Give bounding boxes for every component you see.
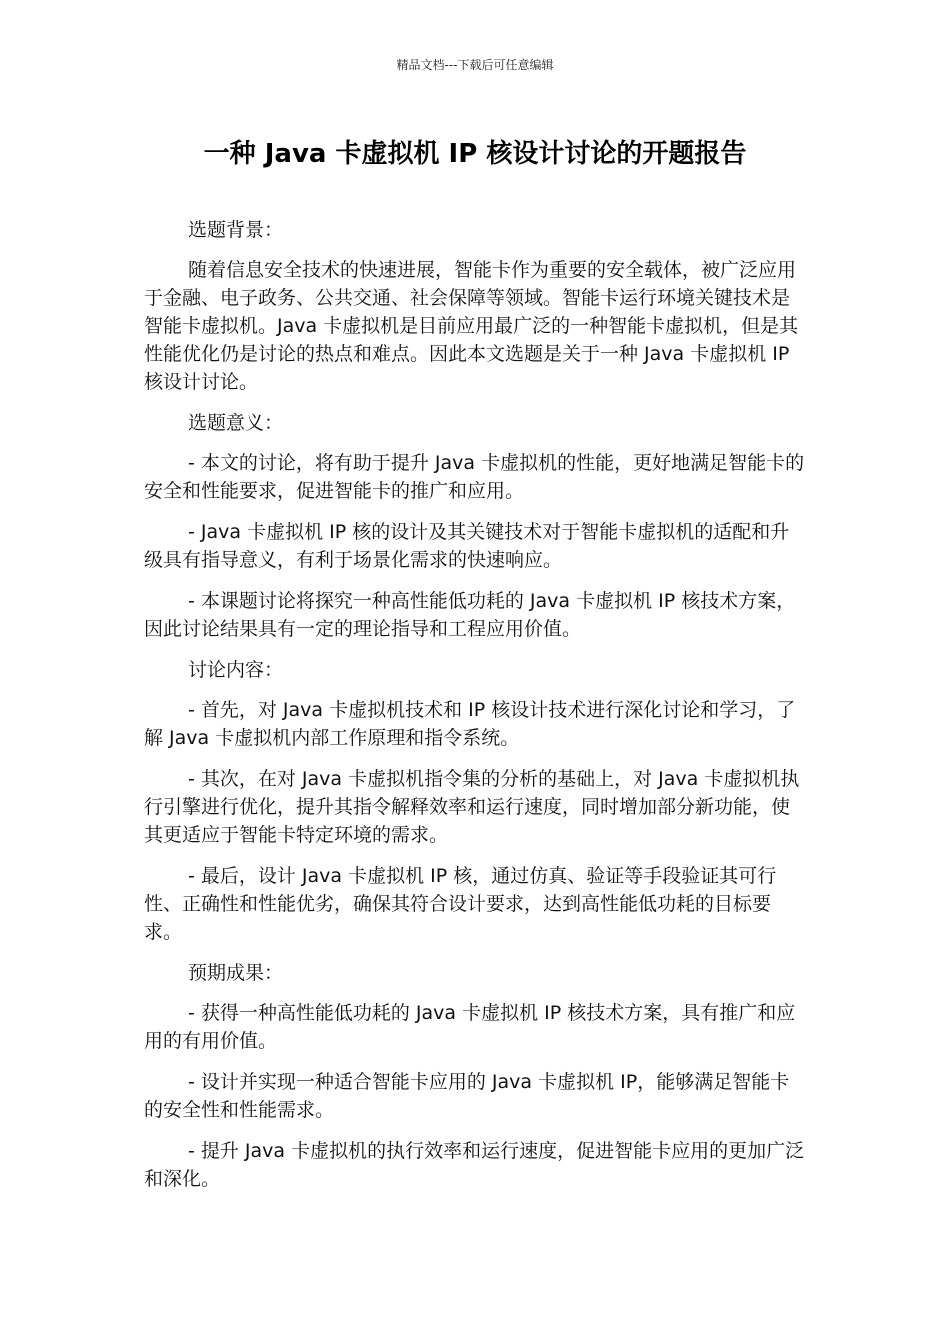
significance-item: - Java 卡虚拟机 IP 核的设计及其关键技术对于智能卡虚拟机的适配和升级具有指导意义，有利于场景化需求的快速响应。	[144, 521, 790, 571]
significance-item: - 本课题讨论将探究一种高性能低功耗的 Java 卡虚拟机 IP 核技术方案，因此讨论结果具有一定的理论指导和工程应用价值。	[144, 590, 796, 640]
results-item: - 设计并实现一种适合智能卡应用的 Java 卡虚拟机 IP，能够满足智能卡的安全性和性能需求。	[144, 1071, 790, 1121]
content-heading: 讨论内容：	[188, 659, 284, 681]
background-heading: 选题背景：	[188, 219, 284, 241]
document-title: 一种 Java 卡虚拟机 IP 核设计讨论的开题报告	[203, 139, 747, 169]
content-item: - 首先，对 Java 卡虚拟机技术和 IP 核设计技术进行深化讨论和学习，了解 Java 卡虚拟机内部工作原理和指令系统。	[144, 699, 796, 749]
header-note: 精品文档---下载后可任意编辑	[396, 58, 554, 72]
content-item: - 其次，在对 Java 卡虚拟机指令集的分析的基础上，对 Java 卡虚拟机执行引擎进行优化，提升其指令解释效率和运行速度，同时增加部分新功能，使其更适应于智能卡特定环境的需求。	[144, 768, 800, 846]
background-paragraph: 随着信息安全技术的快速进展，智能卡作为重要的安全载体，被广泛应用于金融、电子政务、公共交通、社会保障等领域。智能卡运行环境关键技术是智能卡虚拟机。Java 卡虚拟机是目前应用最广泛的一种智能卡虚拟机，但是其性能优化仍是讨论的热点和难点。因此本文选题是关于一种 Java 卡虚拟机 IP 核设计讨论。	[144, 259, 799, 393]
results-heading: 预期成果：	[188, 962, 284, 984]
significance-item: - 本文的讨论，将有助于提升 Java 卡虚拟机的性能，更好地满足智能卡的安全和性能要求，促进智能卡的推广和应用。	[144, 452, 805, 502]
results-item: - 获得一种高性能低功耗的 Java 卡虚拟机 IP 核技术方案，具有推广和应用的有用价值。	[144, 1002, 796, 1052]
content-item: - 最后，设计 Java 卡虚拟机 IP 核，通过仿真、验证等手段验证其可行性、正确性和性能优劣，确保其符合设计要求，达到高性能低功耗的目标要求。	[144, 865, 777, 943]
document-body	[144, 216, 808, 1206]
significance-heading: 选题意义：	[188, 412, 284, 434]
results-item: - 提升 Java 卡虚拟机的执行效率和运行速度，促进智能卡应用的更加广泛和深化。	[144, 1140, 805, 1190]
